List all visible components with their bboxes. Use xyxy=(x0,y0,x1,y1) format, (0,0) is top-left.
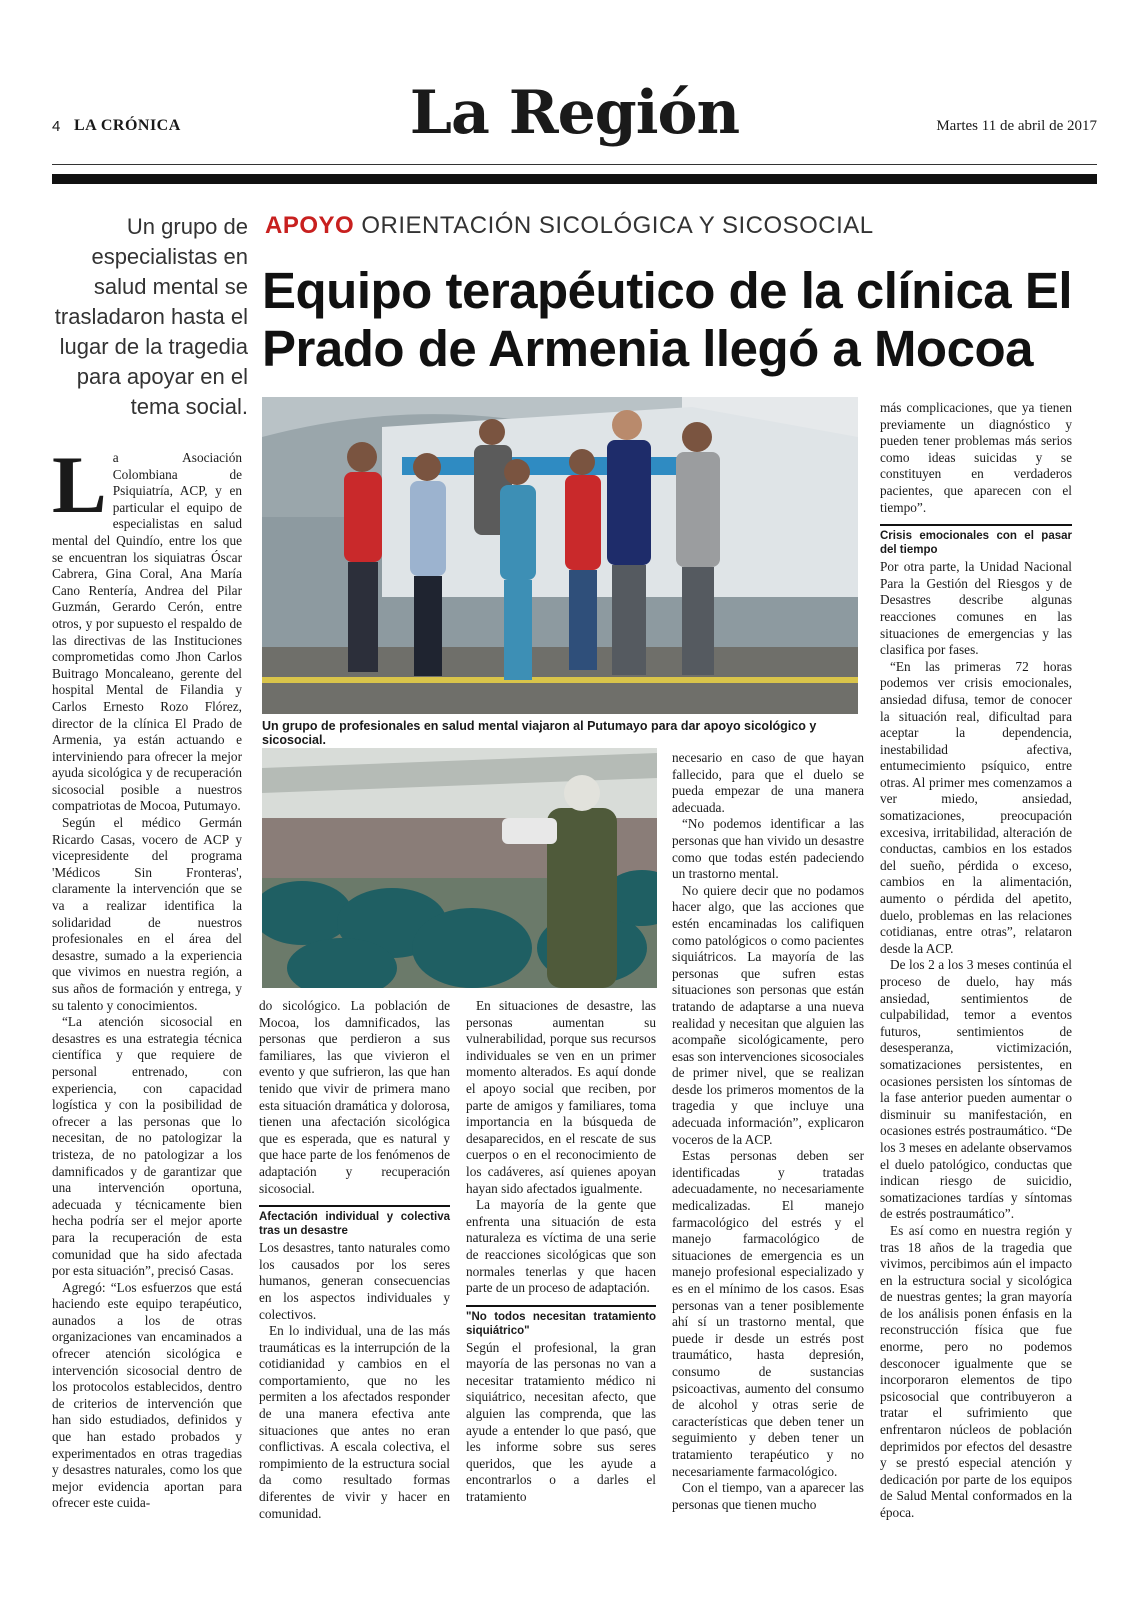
col3-paragraph: En situaciones de desastre, las personas aumentan su vulnerabilidad, porque sus recursos individuales se ven en un primer momento alterados. Es aquí donde el apoyo social que reciben, por parte de amigos y familiares, toma importancia en la búsqueda de desaparecidos, en el rescate de sus cuerpos o en el reconocimiento de los cadáveres, así quienes apoyan hayan sido afectados igualmente. xyxy=(466,998,656,1196)
column-2 xyxy=(259,998,450,1522)
column-3 xyxy=(466,998,656,1506)
col4-paragraph: necesario en caso de que hayan fallecido, para que el duelo se pueda empezar de una manera adecuada. xyxy=(672,750,864,815)
deck: Un grupo de especialistas en salud mental se trasladaron hasta el lugar de la tragedia para apoyar en el tema social. xyxy=(54,214,248,419)
col4-paragraph: “No podemos identificar a las personas que han vivido un desastre como que todas estén padeciendo un trastorno mental. xyxy=(672,816,864,882)
headline xyxy=(262,262,1102,378)
col4-paragraph: No quiere decir que no podamos hacer algo, que las acciones que estén encaminadas los califiquen como patológicos o como pacientes siquiátricos. La mayoría de las personas que sufren estas situaciones son personas que están tratando de adaptarse a una nueva realidad y necesitan que alguien las acompañe sicológicamente, pero esas son intervenciones sicosociales de primer nivel, que se realizan desde los primeros momentos de la tragedia y que incluye una adecuada información”, explicaron voceros de la ACP. xyxy=(672,882,864,1147)
col3-subhead: "No todos necesitan tratamiento siquiátrico" xyxy=(466,1305,656,1338)
col5-paragraph: De los 2 a los 3 meses continúa el proceso de duelo, hay más ansiedad, sentimientos de culpabilidad, temor a eventos futuros, sentimientos de desesperanza, victimización, somatizaciones persistentes, en ocasiones persisten los síntomas de la fase anterior pueden aumentar o disminuir su manifestación, en ocasiones estrés postraumático. “De los 3 meses en adelante observamos el duelo patológico, conductas que indican riesgo de suicidio, somatizaciones tardías y síntomas de estrés postraumático”. xyxy=(880,957,1072,1222)
masthead-rule-thick xyxy=(52,174,1097,184)
col5-paragraph: Por otra parte, la Unidad Nacional Para la Gestión del Riesgos y de Desastres describe algunas reacciones comunes en las situaciones de emergencias y las clasifica por fases. xyxy=(880,559,1072,658)
col2-paragraph: En lo individual, una de las más traumáticas es la interrupción de la cotidianidad y cambios en el comportamiento, que no les permiten a los afectados responder de una manera efectiva ante situaciones que antes no eran conflictivas. A escala colectiva, el rompimiento de la estructura social da como resultado formas diferentes de vivir y hacer en comunidad. xyxy=(259,1323,450,1521)
photo-caption: Un grupo de profesionales en salud mental viajaron al Putumayo para dar apoyo sicológico y sicosocial. xyxy=(262,719,817,747)
col2-subhead: Afectación individual y colectiva tras un desastre xyxy=(259,1205,450,1238)
column-4 xyxy=(672,750,864,1513)
masthead xyxy=(52,78,1097,168)
col1-paragraph: Agregó: “Los esfuerzos que está haciendo este equipo terapéutico, aunados a los de otras organizaciones van encaminados a ofrecer atención sicológica e intervención sicosocial dentro de los protocolos establecidos, dentro de criterios de intervención que han sido estudiados, definidos y que han estado probados y experimentados en otras tragedias y desastres naturales, como los que mejor evidencia aportan para ofrecer este cuida- xyxy=(52,1279,242,1511)
col1-paragraph: “La atención sicosocial en desastres es una estrategia técnica científica y que requiere de personal entrenado, con experiencia, con capacidad logística y con la posibilidad de ofrecer a las personas que lo necesitan, de no patologizar la tristeza, de no patologizar a los damnificados y de garantizar que una intervención oportuna, adecuada y técnicamente bien hecha podría ser el mejor aporte para la recuperación de esta comunidad que ha sido afectada por esta situación”, precisó Casas. xyxy=(52,1014,242,1279)
headline-line-2: Prado de Armenia llegó a Mocoa xyxy=(262,320,1033,377)
headline-line-1: Equipo terapéutico de la clínica El xyxy=(262,262,1073,319)
team-photo xyxy=(262,397,858,714)
drop-cap: L xyxy=(52,439,107,530)
col5-subhead: Crisis emocionales con el pasar del tiempo xyxy=(880,524,1072,557)
col1-paragraph: a Asociación Colombiana de Psiquiatría, ACP, y en particular el equipo de especialistas en salud mental del Quindío, entre los que se encuentran los siquiatras Óscar Cabrera, Gina Coral, Ana María Cano Rentería, Andrea del Pilar Guzmán, Gerardo Cerón, entre otros, y por supuesto el respaldo de las directivas de las Instituciones comprometidas como Jhon Carlos Buitrago Moncaleano, gerente del hospital Mental de Filandia y Carlos Ernesto Rozo Flórez, director de la clínica El Prado de Armenia, ya están actuando e interviniendo para ofrecer la mejor ayuda sicológica y de recuperación sicosocial posible a nuestros compatriotas de Mocoa, Putumayo. xyxy=(52,450,242,814)
kicker xyxy=(265,212,874,240)
shelter-photo-illustration xyxy=(262,748,657,988)
col4-paragraph: Con el tiempo, van a aparecer las personas que tienen mucho xyxy=(672,1480,864,1512)
paper-name: LA CRÓNICA xyxy=(74,117,181,134)
masthead-rule-thin xyxy=(52,164,1097,165)
shelter-photo xyxy=(262,748,657,988)
team-photo-illustration xyxy=(262,397,858,714)
col5-paragraph: Es así como en nuestra región y tras 18 años de la tragedia que vivimos, percibimos aún el impacto en la estructura social y sicológica de nuestras gentes; la gran mayoría de los análisis ponen énfasis en la reconstrucción física que fue enorme, pero no podemos desconocer igualmente que se incorporaron elementos de tipo psicosocial que contribuyeron a tratar el sufrimiento que enfrentaron núcleos de población deprimidos por efectos del desastre y se prestó especial atención y dedicación por parte de los equipos de Salud Mental conformados en la época. xyxy=(880,1222,1072,1520)
section-title: La Región xyxy=(409,78,740,148)
col4-paragraph: Estas personas deben ser identificadas y tratadas adecuadamente, no necesariamente medicalizadas. El manejo farmacológico del estrés y el manejo farmacológico de situaciones de emergencia es un manejo profesional especializado y es en el mínimo de los casos. Esas personas van a tener posiblemente ahí sí un trastorno mental, que puede ir desde un estrés post traumático, hasta depresión, consumo de sustancias psicoactivas, aumento del consumo de alcohol y otras serie de características que deben tener un seguimiento y deben tener un tratamiento terapéutico y no necesariamente farmacológico. xyxy=(672,1148,864,1479)
col1-paragraph: Según el médico Germán Ricardo Casas, vocero de ACP y vicepresidente del programa 'Médicos Sin Fronteras', claramente la intervención que se va a realizar identifica la solidaridad de nuestros profesionales en el área del desastre, sumado a la experiencia que vivimos en nuestra región, a sus años de formación y entrega, y su talento y conocimientos. xyxy=(52,815,242,1013)
col3-paragraph: La mayoría de la gente que enfrenta una situación de esta naturaleza es víctima de una serie de reacciones sicológicas que son normales tenerlas y que hacen parte de un proceso de adaptación. xyxy=(466,1197,656,1296)
col5-paragraph: “En las primeras 72 horas podemos ver crisis emocionales, ansiedad difusa, temor de conocer la situación real, dificultad para aceptar la dependencia, inestabilidad afectiva, entumecimiento psíquico, entre otras. Al primer mes comenzamos a ver miedo, ansiedad, somatizaciones, preocupación excesiva, irritabilidad, alteración de conductas, cambios en los estados del sueño, pérdida o exceso, cambios en la alimentación, aumento o pérdida del apetito, duelo, problemas en las relaciones cotidianas, entre otras”, relataron desde la ACP. xyxy=(880,658,1072,956)
col5-paragraph: más complicaciones, que ya tienen previamente un diagnóstico y pueden tener problemas más serios como ideas suicidas y se constituyen en verdaderos pacientes, que aparecen con el tiempo”. xyxy=(880,400,1072,515)
issue-date: Martes 11 de abril de 2017 xyxy=(936,118,1097,134)
col2-paragraph: Los desastres, tanto naturales como los causados por los seres humanos, generan consecuencias en los aspectos individuales y colectivos. xyxy=(259,1240,450,1322)
col2-paragraph: do sicológico. La población de Mocoa, los damnificados, las personas que perdieron a sus familiares, las que vivieron el evento y que sufrieron, las que han tenido que vivir de primera mano esta situación dramática y dolorosa, tienen una afectación sicológica que es esperada, que es natural y que hace parte de los fenómenos de adaptación y recuperación sicosocial. xyxy=(259,998,450,1196)
kicker-text: ORIENTACIÓN SICOLÓGICA Y SICOSOCIAL xyxy=(361,212,874,239)
page-number: 4 xyxy=(52,118,61,135)
column-5 xyxy=(880,400,1072,1522)
column-1 xyxy=(52,439,242,1512)
kicker-tag: APOYO xyxy=(265,212,355,239)
col3-paragraph: Según el profesional, la gran mayoría de las personas no van a necesitar tratamiento médico ni siquiátrico, necesitan afecto, que alguien las comprenda, que las ayude a entender lo que pasó, que les informe sobre sus seres queridos, que les ayude a encontrarlos o a darles el tratamiento xyxy=(466,1339,656,1505)
